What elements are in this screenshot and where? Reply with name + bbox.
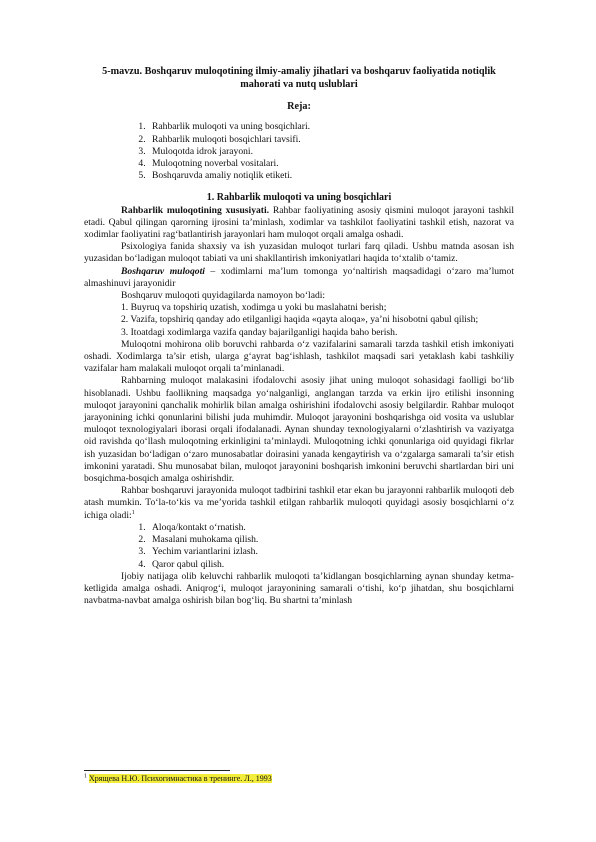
plan-item: 3. Muloqotda idrok jarayoni. bbox=[148, 146, 514, 158]
stage-item: 1. Aloqa/kontakt o‘rnatish. bbox=[148, 522, 514, 534]
paragraph: Ijobiy natijaga olib keluvchi rahbarlik muloqoti ta’kidlangan bosqichlarning aynan shunday ketma-ketligida amalga oshadi. Aniqrog‘i, muloqot jarayonining samarali o‘tishi, ko‘p jihatdan, shu bosqichlarni navbatma-navbat amalga oshirish bilan bog‘liq. Bu shartni ta’minlash bbox=[84, 570, 514, 607]
plan-heading: Reja: bbox=[287, 101, 311, 113]
paragraph-text: – xodimlarni ma’lum tomonga yo‘naltirish maqsadidagi o‘zaro ma’lumot almashinuvi jarayonidir bbox=[84, 265, 514, 289]
paragraph: 1. Buyruq va topshiriq uzatish, xodimga u yoki bu maslahatni berish; bbox=[121, 302, 387, 314]
footnote-ref[interactable]: 1 bbox=[131, 509, 135, 516]
document-title: 5-mavzu. Boshqaruv muloqotining ilmiy-amaliy jihatlari va boshqaruv faoliyatida notiqlik mahorati va nutq uslublari bbox=[102, 66, 496, 90]
defined-term: Boshqaruv muloqoti bbox=[121, 265, 205, 277]
stage-item: 4. Qaror qabul qilish. bbox=[148, 559, 514, 571]
plan-item: 2. Rahbarlik muloqoti bosqichlari tavsifi. bbox=[148, 134, 514, 146]
stages-list bbox=[84, 522, 514, 571]
paragraph: Muloqotni mohirona olib boruvchi rahbarda o‘z vazifalarini samarali tarzda tashkil etish imkoniyati oshadi. Xodimlarga ta’sir etish, ularga g‘ayrat bag‘ishlash, tashkilot maqsadi sari yetaklash kabi tashkiliy vazifalar ham malakali muloqot orqali ta’minlanadi. bbox=[84, 338, 514, 375]
footnote bbox=[84, 774, 272, 784]
paragraph: 3. Itoatdagi xodimlarga vazifa qanday bajarilganligi haqida baho berish. bbox=[121, 326, 398, 338]
stage-item: 2. Masalani muhokama qilish. bbox=[148, 534, 514, 546]
footnote-divider bbox=[84, 770, 230, 771]
paragraph-text: Rahbar boshqaruvi jarayonida muloqot tadbirini tashkil etar ekan bu jarayonni rahbarlik muloqoti deb atash mumkin. To‘la-to‘kis va me’yorida tashkil etilgan rahbarlik muloqoti quyidagi asosiy bosqichlarni o‘z ichiga oladi: bbox=[84, 485, 514, 521]
footnote-marker: 1 bbox=[84, 773, 87, 780]
plan-list bbox=[84, 121, 514, 182]
paragraph: 2. Vazifa, topshiriq qanday ado etilganligi haqida «qayta aloqa», ya’ni hisobotni qabul qilish; bbox=[121, 314, 479, 326]
plan-item: 5. Boshqaruvda amaliy notiqlik etiketi. bbox=[148, 170, 514, 182]
paragraph-text: Rahbar faoliyatining asosiy qismini muloqot jarayoni tashkil etadi. Qabul qilingan qarorning ijrosini ta’minlash, xodimlar va tashkilot faoliyatini tashkil etish, nazorat va xodimlar faoliyatini rag‘batlantirish jarayonlari ham muloqot orqali amalga oshadi. bbox=[84, 204, 514, 241]
section-heading: 1. Rahbarlik muloqoti va uning bosqichlari bbox=[206, 192, 392, 204]
paragraph bbox=[84, 205, 514, 242]
paragraph: Psixologiya fanida shaxsiy va ish yuzasidan muloqot turlari farq qiladi. Ushbu matnda asosan ish yuzasidan bo‘ladigan muloqot tabiati va uni shakllantirish imkoniyatlari haqida to‘xtalib o‘tamiz. bbox=[84, 241, 514, 265]
document-page bbox=[84, 66, 514, 607]
plan-item: 1. Rahbarlik muloqoti va uning bosqichlari. bbox=[148, 121, 514, 133]
paragraph-lead: Rahbarlik muloqotining xususiyati. bbox=[121, 204, 270, 216]
footnote-text: Хрящева Н.Ю. Психогимнастика в тренинге. Л., 1993 bbox=[89, 774, 272, 783]
plan-item: 4. Muloqotning noverbal vositalari. bbox=[148, 158, 514, 170]
definition-paragraph bbox=[84, 266, 514, 290]
paragraph: Rahbarning muloqot malakasini ifodalovchi asosiy jihat uning muloqot sohasidagi faolligi bo‘lib hisoblanadi. Ushbu faollikning maqsadga yo‘nalganligi, anglangan tarzda va erkin ijro etilishi insonning muloqot jarayonini qanchalik mohirlik bilan amalga oshirishini ifodalovchi asosiy belgilardir. Rahbar muloqot jarayonining ichki qonunlarini bilishi juda muhimdir. Muloqot jarayonini boshqarishga oid vosita va uslublar muloqot texnologiyalari iborasi orqali ifodalanadi. Aynan shunday texnologiyalarni o‘zlashtirish va vaziyatga oid ravishda qo‘llash muloqotning erkinligini ta’minlaydi. Muloqotning ichki qonunlariga oid quyidagi fikrlar ish yuzasidan bo‘ladigan o‘zaro munosabatlar doirasini yanada kengaytirish va o‘zgalarga samarali ta’sir etish imkonini yaratadi. Shu munosabat bilan, muloqot jarayonini boshqarish imkonini beruvchi shartlardan biri uni bosqichma-bosqich amalga oshirishdir. bbox=[84, 375, 514, 485]
paragraph: Boshqaruv muloqoti quyidagilarda namoyon bo‘ladi: bbox=[121, 290, 326, 302]
stage-item: 3. Yechim variantlarini izlash. bbox=[148, 546, 514, 558]
paragraph bbox=[84, 485, 514, 522]
